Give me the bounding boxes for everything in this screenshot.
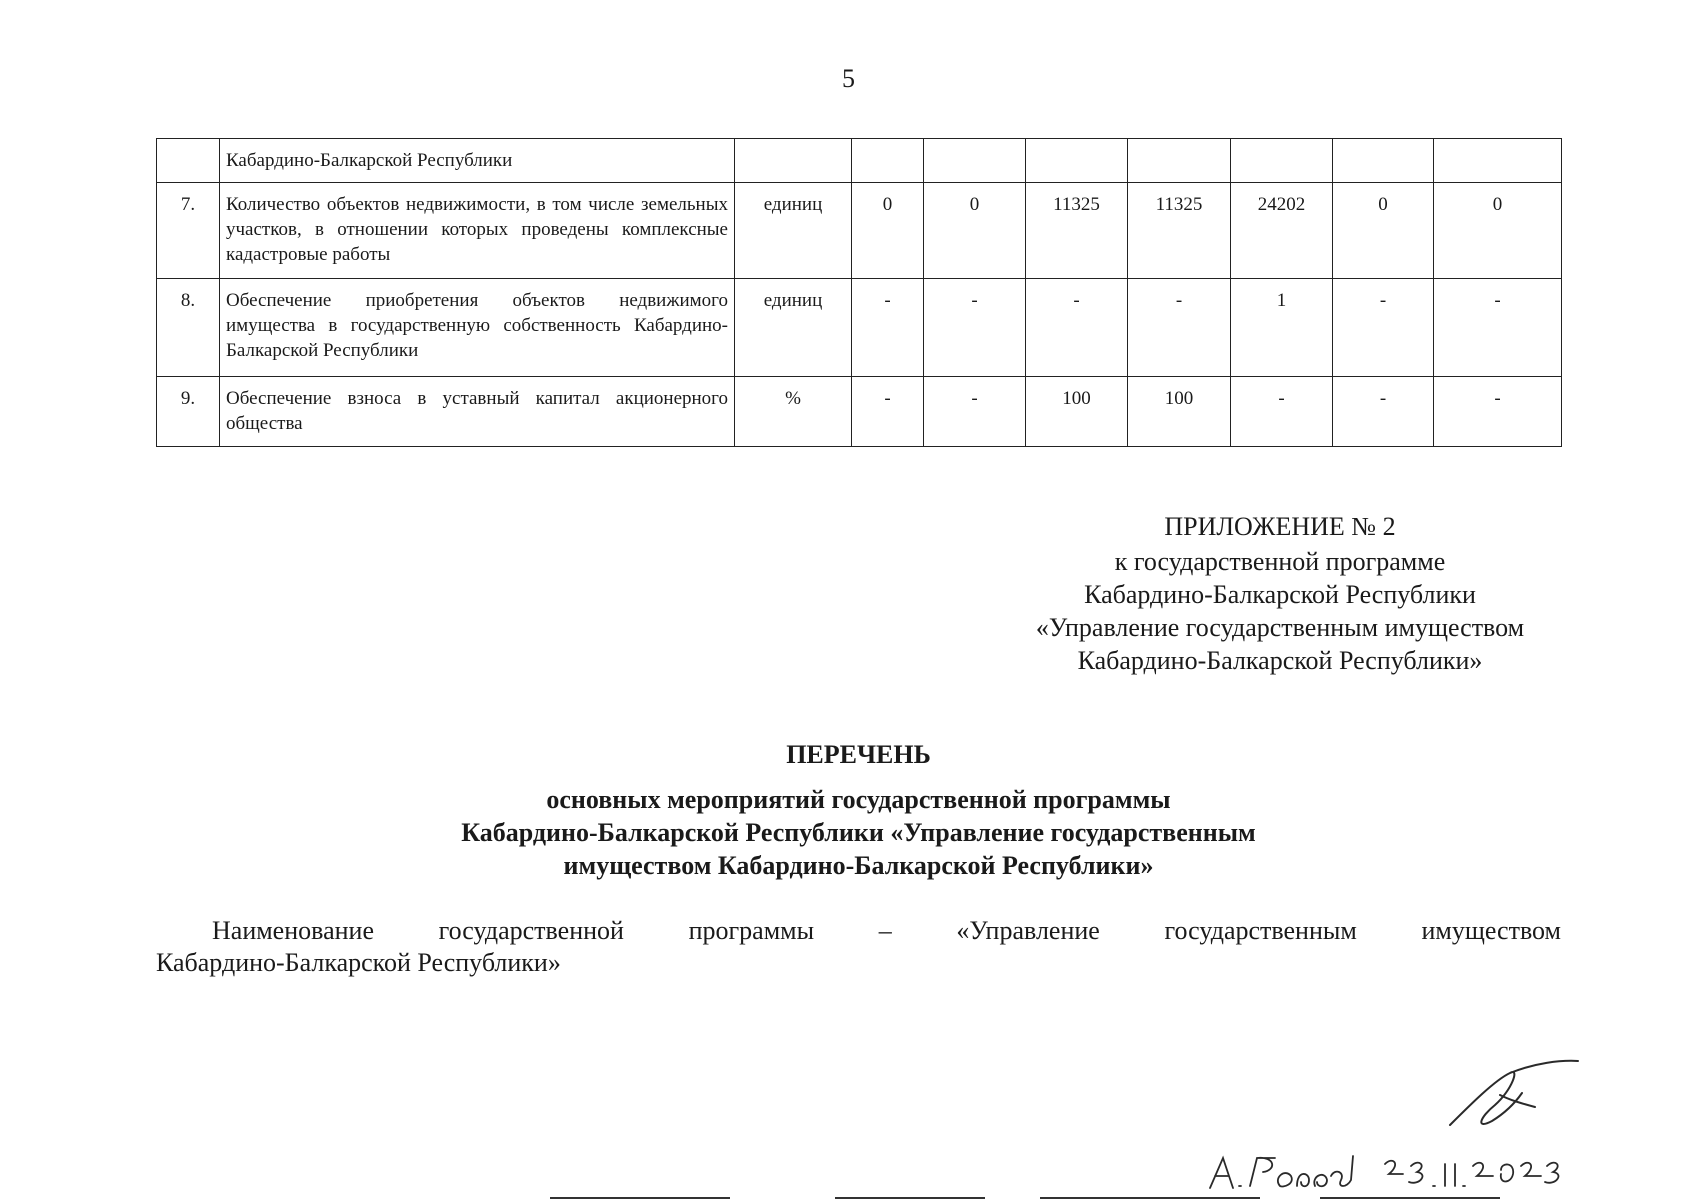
- value-cell: -: [1434, 377, 1562, 447]
- unit-cell: [735, 139, 852, 183]
- bottom-rule-lines: [440, 1196, 1640, 1200]
- page-number: 5: [842, 64, 855, 93]
- value-cell: 24202: [1231, 183, 1333, 279]
- value-cell: 11325: [1026, 183, 1128, 279]
- value-cell: 0: [924, 183, 1026, 279]
- handwritten-signature: [1205, 1150, 1565, 1194]
- row-number-cell: 9.: [157, 377, 220, 447]
- value-cell: -: [924, 377, 1026, 447]
- signature-mark: [1440, 1055, 1580, 1135]
- program-name-line: Наименование государственной программы – «Управление государственным имуществом: [212, 916, 1561, 945]
- value-cell: -: [852, 279, 924, 377]
- program-name-paragraph: [156, 915, 1561, 979]
- table-row: [157, 183, 1562, 279]
- value-cell: [1128, 139, 1231, 183]
- table-row: [157, 279, 1562, 377]
- unit-cell: единиц: [735, 183, 852, 279]
- table-row: [157, 377, 1562, 447]
- appendix-line: Кабардино-Балкарской Республики»: [1077, 646, 1483, 675]
- indicator-name-cell: Обеспечение приобретения объектов недвижимого имущества в государственную собственность Кабардино-Балкарской Республики: [220, 279, 735, 377]
- value-cell: -: [1231, 377, 1333, 447]
- appendix-line: к государственной программе: [1114, 547, 1446, 576]
- value-cell: -: [1333, 377, 1434, 447]
- value-cell: 11325: [1128, 183, 1231, 279]
- indicator-name-cell: Количество объектов недвижимости, в том числе земельных участков, в отношении которых проведены комплексные кадастровые работы: [220, 183, 735, 279]
- value-cell: [924, 139, 1026, 183]
- value-cell: 0: [1434, 183, 1562, 279]
- value-cell: [1026, 139, 1128, 183]
- value-cell: -: [1026, 279, 1128, 377]
- unit-cell: %: [735, 377, 852, 447]
- value-cell: 1: [1231, 279, 1333, 377]
- table-body: [157, 139, 1562, 447]
- value-cell: -: [1333, 279, 1434, 377]
- value-cell: -: [852, 377, 924, 447]
- indicators-table: [156, 138, 1562, 447]
- value-cell: -: [924, 279, 1026, 377]
- indicator-name-cell: Кабардино-Балкарской Республики: [220, 139, 735, 183]
- value-cell: -: [1128, 279, 1231, 377]
- list-heading: [156, 738, 1561, 882]
- value-cell: [852, 139, 924, 183]
- value-cell: 100: [1128, 377, 1231, 447]
- appendix-line: Кабардино-Балкарской Республики: [1084, 580, 1476, 609]
- value-cell: 100: [1026, 377, 1128, 447]
- row-number-cell: 8.: [157, 279, 220, 377]
- appendix-block: [980, 510, 1580, 677]
- value-cell: [1434, 139, 1562, 183]
- value-cell: [1231, 139, 1333, 183]
- heading-line: имуществом Кабардино-Балкарской Республики»: [563, 851, 1154, 880]
- unit-cell: единиц: [735, 279, 852, 377]
- appendix-title: ПРИЛОЖЕНИЕ № 2: [1164, 512, 1396, 541]
- heading-line: основных мероприятий государственной программы: [546, 785, 1171, 814]
- indicator-name-cell: Обеспечение взноса в уставный капитал акционерного общества: [220, 377, 735, 447]
- heading-title: ПЕРЕЧЕНЬ: [786, 740, 931, 769]
- row-number-cell: 7.: [157, 183, 220, 279]
- program-name-line: Кабардино-Балкарской Республики»: [156, 948, 561, 977]
- heading-line: Кабардино-Балкарской Республики «Управление государственным: [461, 818, 1256, 847]
- appendix-line: «Управление государственным имуществом: [1035, 613, 1525, 642]
- value-cell: 0: [1333, 183, 1434, 279]
- row-number-cell: [157, 139, 220, 183]
- value-cell: 0: [852, 183, 924, 279]
- value-cell: -: [1434, 279, 1562, 377]
- value-cell: [1333, 139, 1434, 183]
- table-row: [157, 139, 1562, 183]
